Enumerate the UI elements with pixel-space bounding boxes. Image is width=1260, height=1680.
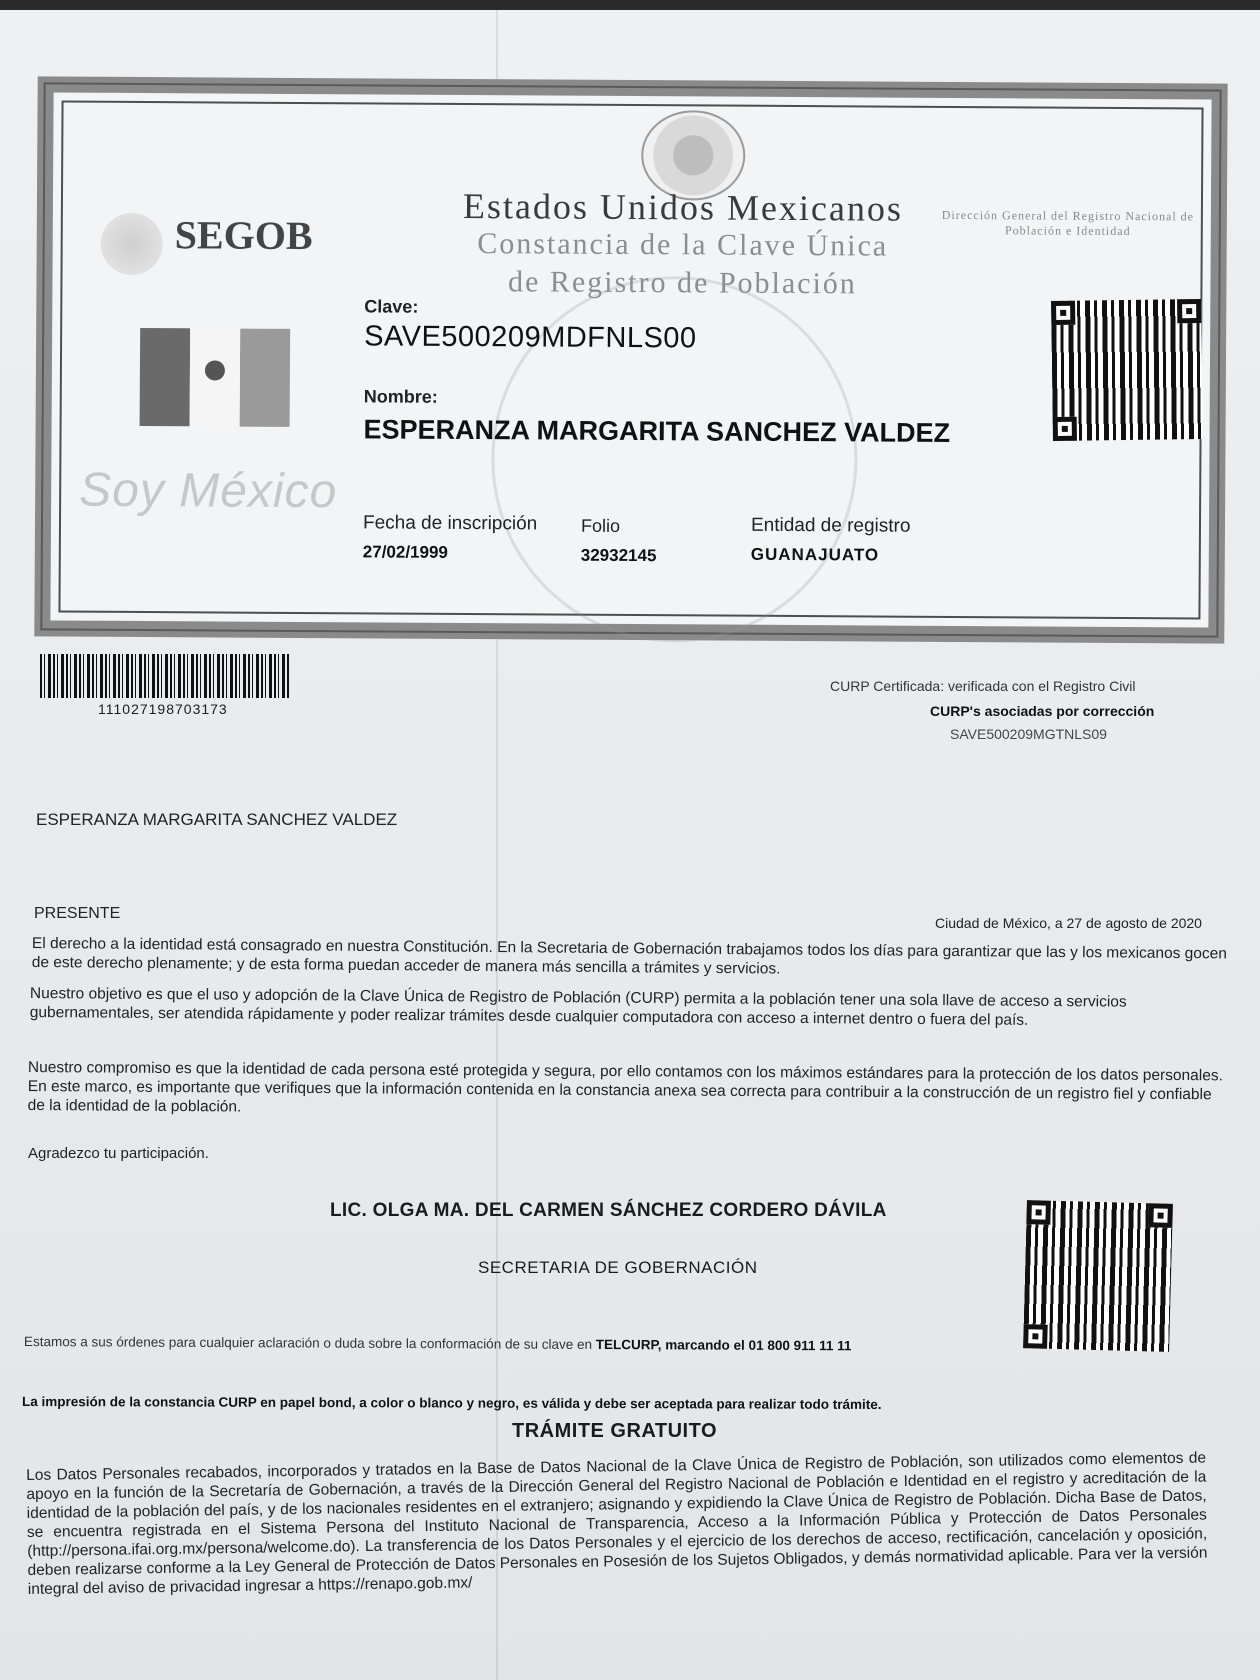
nombre-value: ESPERANZA MARGARITA SANCHEZ VALDEZ — [363, 414, 951, 448]
associated-curp-value: SAVE500209MGTNLS09 — [950, 726, 1107, 742]
free-procedure: TRÁMITE GRATUITO — [512, 1420, 718, 1442]
letter-place-date: Ciudad de México, a 27 de agosto de 2020 — [935, 915, 1202, 931]
letter-thanks: Agradezco tu participación. — [28, 1145, 209, 1162]
associated-curp-label: CURP's asociadas por corrección — [930, 703, 1155, 719]
letter-paragraph-1: El derecho a la identidad está consagrado en nuestra Constitución. En la Secretaria de Gobernación trabajamos todos los días para garantizar que las y los mexicanos gocen de este derecho plenamente; y de esta forma puedan acceder de manera más sencilla a trámites y servicios. — [31, 934, 1228, 978]
contact-line — [24, 1334, 852, 1353]
entidad-label: Entidad de registro — [750, 514, 911, 537]
letter-paragraph-2: Nuestro objetivo es que el uso y adopción de la Clave Única de Registro de Población (CURP) permita a la población tener una sola llave de acceso a servicios gubernamentales, ser atendida rápidamente y poder realizar trámites desde cualquier computadora con acceso a internet dentro o fuera del país. — [29, 984, 1127, 1029]
qr-code-icon — [1051, 299, 1203, 441]
mexico-flag-icon — [140, 328, 291, 427]
letter-paragraph-3: Nuestro compromiso es que la identidad de cada persona esté protegida y segura, por ello contamos con los máximos estándares para la protección de los datos personales. En este marco, es importante que verifiques que la información contenida en la constancia anexa sea correcta para contribuir a la construcción de un registro fiel y confiable de la identidad de la población. — [27, 1059, 1224, 1116]
clave-label: Clave: — [364, 296, 419, 317]
certificate-title-line2: de Registro de Población — [507, 265, 857, 301]
nombre-label: Nombre: — [363, 386, 438, 407]
segob-emblem-icon — [101, 213, 163, 275]
barcode-icon — [40, 654, 290, 698]
certification-note: CURP Certificada: verificada con el Registro Civil — [830, 678, 1136, 694]
scan-shadow — [0, 0, 1260, 10]
letter-recipient: ESPERANZA MARGARITA SANCHEZ VALDEZ — [36, 810, 398, 829]
qr-code-icon — [1023, 1200, 1173, 1352]
barcode-number: 111027198703173 — [98, 701, 228, 717]
letter-presente: PRESENTE — [34, 905, 121, 922]
certificate-title-line1: Constancia de la Clave Única — [477, 227, 889, 263]
country-title: Estados Unidos Mexicanos — [462, 185, 904, 229]
certificate-frame — [34, 76, 1227, 643]
validity-note: La impresión de la constancia CURP en papel bond, a color o blanco y negro, es válida y debe ser aceptada para realizar todo trámite. — [21, 1394, 882, 1413]
slogan: Soy México — [79, 463, 338, 519]
clave-value: SAVE500209MDFNLS00 — [364, 320, 697, 355]
signatory-name: LIC. OLGA MA. DEL CARMEN SÁNCHEZ CORDERO DÁVILA — [330, 1200, 887, 1221]
direccion-general: Dirección General del Registro Nacional de Población e Identidad — [941, 207, 1195, 239]
folio-label: Folio — [580, 515, 621, 536]
privacy-notice: Los Datos Personales recabados, incorporados y tratados en la Base de Datos Nacional de la Clave Única de Registro de Población, son utilizados como elementos de apoyo en la función de la Secretaría de Gobernación, a través de la Dirección General del Registro Nacional de Población e Identidad en el registro y acreditación de la identidad de la población del país, y de los nacionales residentes en el extranjero; asignando y expidiendo la Clave Única de Registro de Población. Dicha Base de Datos, se encuentra registrada en el Sistema Persona del Instituto Nacional de Transparencia, Acceso a la Información Pública y Protección de Datos Personales (http://persona.ifai.org.mx/persona/welcome.do). La transferencia de los Datos Personales y el ejercicio de los derechos de acceso, rectificación, cancelación y oposición, deben realizarse conforme a la Ley General de Protección de Datos Personales en Posesión de los Sujetos Obligados, y demás normatividad aplicable. Para ver la versión integral del aviso de privacidad ingresar a https://renapo.gob.mx/ — [26, 1449, 1208, 1598]
segob-logo: SEGOB — [174, 212, 313, 259]
signatory-title: SECRETARIA DE GOBERNACIÓN — [478, 1258, 758, 1277]
contact-text: Estamos a sus órdenes para cualquier aclaración o duda sobre la conformación de su clave en — [23, 1334, 596, 1352]
folio-value: 32932145 — [580, 545, 657, 566]
entidad-value: GUANAJUATO — [750, 544, 880, 565]
fecha-label: Fecha de inscripción — [362, 512, 538, 535]
fecha-value: 27/02/1999 — [362, 542, 448, 562]
contact-phone: TELCURP, marcando el 01 800 911 11 11 — [595, 1336, 852, 1354]
